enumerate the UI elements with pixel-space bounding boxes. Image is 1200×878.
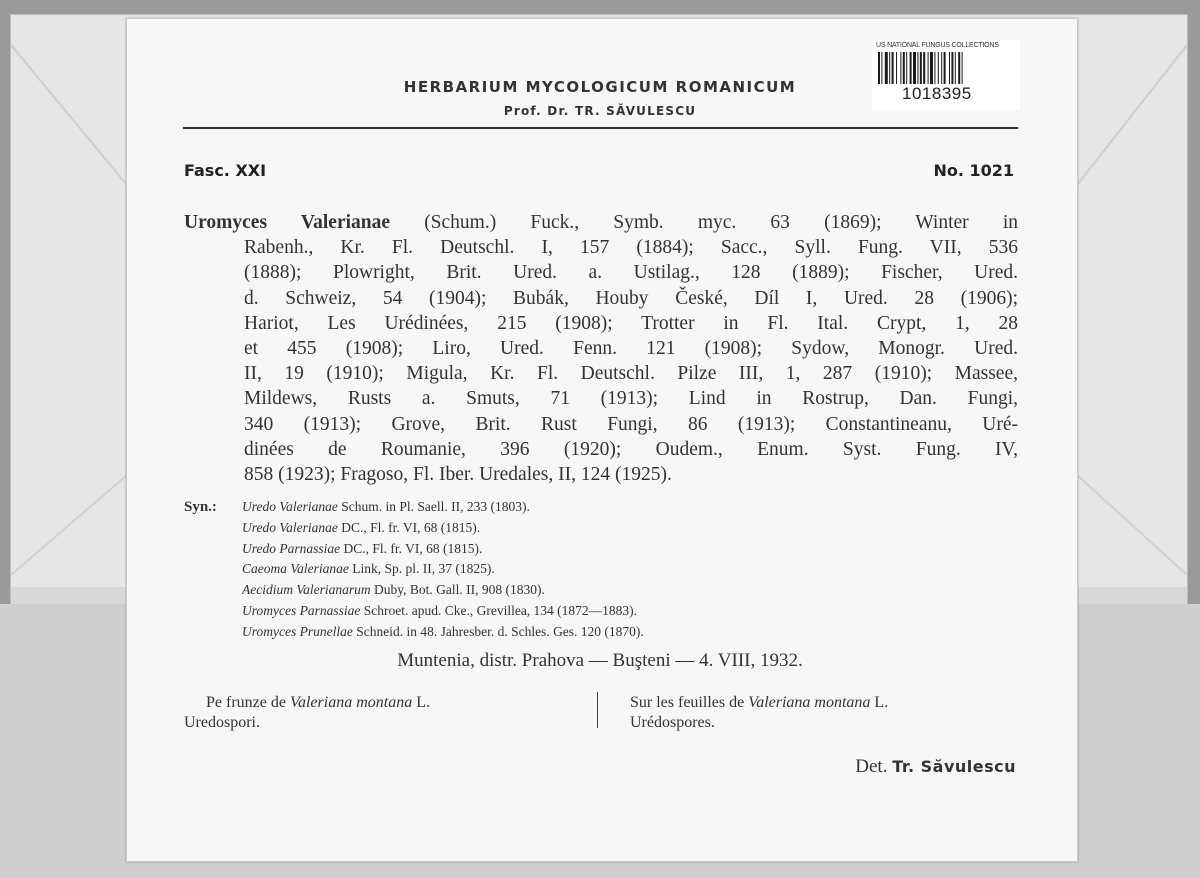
synonym-reference: DC., Fl. fr. VI, 68 (1815).: [340, 540, 483, 556]
citation-line: Hariot, Les Urédinées, 215 (1908); Trotter in Fl. Ital. Crypt, 1, 28: [244, 312, 1018, 334]
citation-line: Rabenh., Kr. Fl. Deutschl. I, 157 (1884); Sacc., Syll. Fung. VII, 536: [244, 237, 1018, 259]
synonyms-prefix: Syn.:: [184, 499, 217, 515]
host-romanian-prefix: Pe frunze de: [206, 694, 290, 711]
citation-line: Mildews, Rusts a. Smuts, 71 (1913); Lind in Rostrup, Dan. Fungi,: [244, 388, 1018, 410]
host-authority: L.: [870, 694, 889, 711]
synonym-name: Caeoma Valerianae: [242, 561, 349, 577]
herbarium-subtitle: Prof. Dr. TR. SĂVULESCU: [503, 104, 697, 118]
determiner-prefix: Det.: [855, 756, 893, 777]
synonym-row: [184, 580, 1014, 601]
host-species: Valeriana montana: [748, 694, 871, 711]
synonym-row: [184, 539, 1014, 560]
synonym-row: [184, 622, 1014, 643]
host-authority: L.: [412, 694, 430, 711]
synonyms-block: [184, 497, 1014, 643]
synonym-name: Uredo Valerianae: [242, 519, 338, 535]
citation-line: II, 19 (1910); Migula, Kr. Fl. Deutschl. Pilze III, 1, 287 (1910); Massee,: [244, 363, 1018, 385]
citation-block: [184, 210, 1018, 487]
citation-text: (Schum.) Fuck., Symb. myc. 63 (1869); Winter in: [390, 212, 1018, 233]
host-romanian-line: [184, 693, 572, 713]
host-romanian: [184, 693, 572, 733]
spore-stage-romanian: Uredospori.: [184, 714, 260, 731]
citation-line: dinées de Roumanie, 396 (1920); Oudem., Enum. Syst. Fung. IV,: [244, 438, 1018, 460]
citation-line: et 455 (1908); Liro, Ured. Fenn. 121 (1908); Sydow, Monogr. Ured.: [244, 337, 1018, 359]
spore-stage-french: Urédospores.: [630, 714, 715, 731]
synonym-reference: DC., Fl. fr. VI, 68 (1815).: [337, 519, 481, 535]
header-divider: [183, 127, 1018, 129]
synonym-reference: Duby, Bot. Gall. II, 908 (1830).: [370, 582, 545, 598]
synonym-row: [184, 559, 1014, 580]
citation-line: [184, 210, 1018, 235]
barcode-caption: US NATIONAL FUNGUS COLLECTIONS: [876, 42, 999, 49]
citation-line: 858 (1923); Fragoso, Fl. Iber. Uredales, II, 124 (1925).: [244, 463, 672, 485]
synonym-reference: Schneid. in 48. Jahresber. d. Schles. Ges. 120 (1870).: [352, 623, 644, 639]
collection-locality: Muntenia, distr. Prahova — Buşteni — 4. VIII, 1932.: [397, 650, 803, 671]
taxon-name: Uromyces Valerianae: [184, 212, 391, 233]
synonym-reference: Schum. in Pl. Saell. II, 233 (1803).: [337, 499, 530, 514]
synonym-name: Uredo Valerianae: [242, 499, 338, 514]
synonym-reference: Schroet. apud. Cke., Grevillea, 134 (1872—1883).: [360, 602, 638, 618]
determiner-name: Tr. Săvulescu: [892, 757, 1016, 776]
synonym-name: Uromyces Prunellae: [242, 623, 353, 639]
synonym-reference: Link, Sp. pl. II, 37 (1825).: [348, 561, 495, 577]
host-french: [630, 693, 1020, 733]
host-divider: [597, 692, 598, 728]
host-species: Valeriana montana: [289, 694, 413, 711]
synonym-row: [184, 497, 1014, 518]
fascicle-label: Fasc. XXI: [184, 161, 267, 180]
citation-line: (1888); Plowright, Brit. Ured. a. Ustilag., 128 (1889); Fischer, Ured.: [244, 262, 1018, 284]
synonym-name: Uredo Parnassiae: [242, 540, 341, 556]
synonym-name: Uromyces Parnassiae: [242, 602, 361, 618]
specimen-number: No. 1021: [933, 161, 1014, 180]
synonym-row: [184, 518, 1014, 539]
determiner: [700, 756, 1016, 778]
synonym-row: [184, 601, 1014, 622]
synonym-name: Aecidium Valerianarum: [242, 582, 371, 598]
citation-line: 340 (1913); Grove, Brit. Rust Fungi, 86 (1913); Constantineanu, Uré-: [244, 413, 1018, 435]
host-french-prefix: Sur les feuilles de: [630, 694, 749, 711]
citation-line: d. Schweiz, 54 (1904); Bubák, Houby České, Díl I, Ured. 28 (1906);: [244, 287, 1018, 309]
barcode-number: 1018395: [902, 84, 972, 103]
host-french-line: [630, 693, 1020, 713]
barcode-label: [872, 40, 1020, 110]
herbarium-title: HERBARIUM MYCOLOGICUM ROMANICUM: [403, 78, 797, 96]
